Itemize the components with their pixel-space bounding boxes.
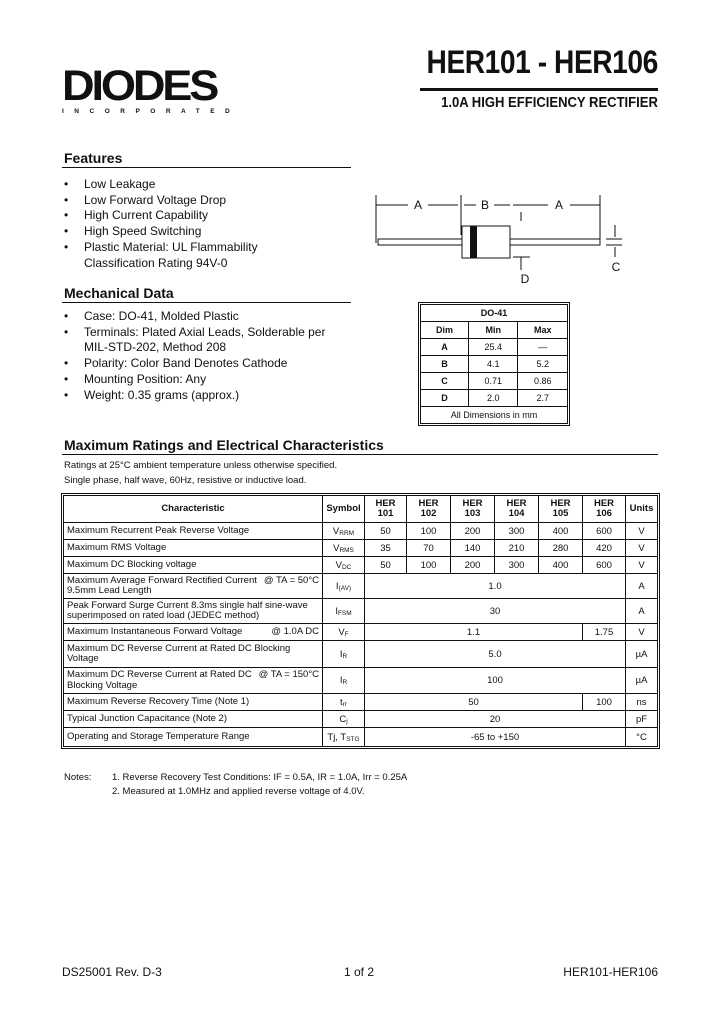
column-header: Characteristic: [64, 496, 323, 523]
mechanical-divider: [62, 302, 351, 303]
characteristic-text: Maximum RMS Voltage: [67, 541, 167, 553]
unit-cell: µA: [626, 668, 658, 694]
symbol: V: [335, 559, 342, 571]
column-header: HER 101: [365, 496, 407, 523]
dim-cell: 0.71: [469, 373, 518, 390]
value-cell: 300: [495, 523, 539, 540]
characteristic-text: Maximum DC Reverse Current at Rated DC Blocking Voltage: [67, 642, 291, 664]
characteristic-cell: [64, 574, 323, 599]
column-header: Symbol: [323, 496, 365, 523]
mechanical-heading: Mechanical Data: [64, 285, 174, 301]
characteristic-cell: [64, 728, 323, 747]
symbol: I: [339, 675, 343, 686]
symbol-subscript: F: [344, 630, 349, 638]
mechanical-item: • Weight: 0.35 grams (approx.): [62, 388, 325, 404]
dim-label-b: B: [480, 198, 490, 212]
mechanical-item: • Polarity: Color Band Denotes Cathode: [62, 356, 325, 372]
symbol-cell: [323, 523, 365, 540]
value-cell: 200: [451, 523, 495, 540]
characteristic-text: Maximum Average Forward Rectified Current 9.5mm Lead Length: [67, 574, 257, 596]
dim-cell: C: [421, 373, 469, 390]
note-item: 2. Measured at 1.0MHz and applied reverse voltage of 4.0V.: [112, 786, 365, 797]
symbol-subscript: (AV): [338, 584, 352, 592]
dim-cell: B: [421, 356, 469, 373]
symbol: V: [333, 542, 340, 554]
dim-label-d: D: [520, 272, 530, 286]
table-row: [64, 641, 658, 668]
feature-item: • High Current Capability: [62, 208, 258, 224]
unit-cell: pF: [626, 711, 658, 728]
package-name: DO-41: [421, 305, 568, 322]
value-cell: 1.75: [583, 624, 626, 641]
table-row: [64, 599, 658, 624]
symbol: t: [340, 696, 343, 708]
value-cell: 50: [365, 694, 583, 711]
value-cell: 140: [451, 540, 495, 557]
characteristic-cell: [64, 523, 323, 540]
dim-cell: —: [518, 339, 568, 356]
unit-cell: V: [626, 624, 658, 641]
column-header: HER 102: [407, 496, 451, 523]
mechanical-item: • Case: DO-41, Molded Plastic: [62, 309, 325, 325]
mechanical-item: MIL-STD-202, Method 208: [84, 340, 227, 355]
value-cell: 300: [495, 557, 539, 574]
column-header: HER 104: [495, 496, 539, 523]
value-cell: 600: [583, 557, 626, 574]
value-cell: 5.0: [365, 641, 626, 668]
symbol-cell: [323, 728, 365, 747]
symbol-subscript: FSM: [337, 609, 352, 617]
value-cell: 210: [495, 540, 539, 557]
diodes-logo: [62, 62, 241, 116]
ratings-conditions: [64, 458, 337, 488]
dim-cell: 4.1: [469, 356, 518, 373]
symbol-cell: [323, 557, 365, 574]
col-header: Min: [469, 322, 518, 339]
value-cell: -65 to +150: [365, 728, 626, 747]
notes-label: Notes:: [64, 772, 92, 783]
symbol-cell: [323, 599, 365, 624]
characteristic-cell: [64, 694, 323, 711]
notes: [64, 771, 407, 799]
do41-package-diagram: [370, 185, 640, 290]
characteristic-text: Typical Junction Capacitance (Note 2): [67, 712, 227, 724]
symbol-subscript: j: [346, 717, 348, 725]
symbol-cell: [323, 694, 365, 711]
dim-label-c: C: [611, 260, 621, 274]
value-cell: 1.1: [365, 624, 583, 641]
value-cell: 100: [407, 557, 451, 574]
logo-wordmark: DIODES: [62, 62, 217, 110]
column-header: HER 106: [583, 496, 626, 523]
ratings-table: [63, 495, 658, 747]
value-cell: 400: [539, 557, 583, 574]
title-divider: [420, 88, 658, 91]
table-row: [64, 540, 658, 557]
characteristic-text: Operating and Storage Temperature Range: [67, 730, 250, 742]
logo-subtext: INCORPORATED: [62, 108, 241, 115]
characteristic-text: Maximum Reverse Recovery Time (Note 1): [67, 695, 250, 707]
feature-item: • Low Leakage: [62, 177, 258, 193]
characteristic-text: Maximum Recurrent Peak Reverse Voltage: [67, 524, 250, 536]
dim-cell: 2.7: [518, 390, 568, 407]
symbol-cell: [323, 641, 365, 668]
test-condition: @ TA = 150°C: [258, 669, 319, 680]
table-row: [64, 668, 658, 694]
features-heading: Features: [64, 150, 123, 166]
characteristic-text: Maximum Instantaneous Forward Voltage: [67, 625, 243, 637]
footer-part: HER101-HER106: [563, 965, 658, 979]
part-subtitle: 1.0A HIGH EFFICIENCY RECTIFIER: [441, 95, 658, 111]
value-cell: 50: [365, 523, 407, 540]
dimensions-table: [420, 304, 568, 424]
symbol: I: [339, 648, 343, 660]
symbol: V: [338, 626, 345, 638]
dim-cell: A: [421, 339, 469, 356]
column-header: Units: [626, 496, 658, 523]
col-header: Dim: [421, 322, 469, 339]
dim-cell: 5.2: [518, 356, 568, 373]
test-condition: @ TA = 50°C: [263, 574, 319, 586]
unit-cell: V: [626, 540, 658, 557]
unit-cell: V: [626, 557, 658, 574]
dim-cell: D: [421, 390, 469, 407]
dim-label-a: A: [554, 198, 564, 212]
symbol-subscript: STG: [346, 735, 360, 743]
unit-cell: V: [626, 523, 658, 540]
value-cell: 35: [365, 540, 407, 557]
characteristic-cell: [64, 557, 323, 574]
features-list: [62, 177, 258, 271]
unit-cell: A: [626, 599, 658, 624]
characteristic-cell: [64, 599, 323, 624]
value-cell: 600: [583, 523, 626, 540]
characteristic-text: Peak Forward Surge Current 8.3ms single half sine-wave superimposed on rated load (JEDEC method): [67, 599, 308, 621]
column-header: HER 103: [451, 496, 495, 523]
value-cell: 50: [365, 557, 407, 574]
value-cell: 400: [539, 523, 583, 540]
feature-item: • Plastic Material: UL Flammability: [62, 240, 258, 256]
symbol-subscript: R: [342, 652, 348, 660]
symbol: I: [335, 605, 338, 617]
dim-cell: 0.86: [518, 373, 568, 390]
symbol-cell: [323, 711, 365, 728]
table-row: [64, 624, 658, 641]
part-title: HER101 - HER106: [426, 44, 658, 80]
col-header: Max: [518, 322, 568, 339]
ratings-heading: Maximum Ratings and Electrical Characteristics: [64, 437, 384, 453]
value-cell: 20: [365, 711, 626, 728]
value-cell: 420: [583, 540, 626, 557]
value-cell: 200: [451, 557, 495, 574]
symbol-subscript: RRM: [339, 529, 355, 537]
mechanical-item: • Terminals: Plated Axial Leads, Solderable per: [62, 325, 325, 341]
table-row: [64, 694, 658, 711]
dimensions-footer: All Dimensions in mm: [421, 407, 568, 424]
feature-item: • High Speed Switching: [62, 224, 258, 240]
value-cell: 100: [365, 668, 626, 694]
test-condition: @ 1.0A DC: [271, 625, 319, 637]
feature-item: Classification Rating 94V-0: [84, 255, 228, 270]
ratings-divider: [62, 454, 658, 455]
table-row: [64, 523, 658, 540]
condition-line: Ratings at 25°C ambient temperature unless otherwise specified.: [64, 460, 338, 471]
symbol-cell: [323, 624, 365, 641]
characteristic-text: Maximum DC Reverse Current at Rated DC Blocking Voltage: [67, 669, 252, 691]
symbol-subscript: R: [342, 679, 348, 686]
characteristic-cell: [64, 711, 323, 728]
unit-cell: ns: [626, 694, 658, 711]
table-row: [64, 711, 658, 728]
symbol: I: [335, 580, 339, 592]
symbol-cell: [323, 668, 365, 694]
symbol-subscript: RMS: [339, 546, 354, 554]
characteristic-cell: [64, 624, 323, 641]
value-cell: 30: [365, 599, 626, 624]
unit-cell: A: [626, 574, 658, 599]
table-row: [64, 557, 658, 574]
column-header: HER 105: [539, 496, 583, 523]
feature-item: • Low Forward Voltage Drop: [62, 193, 258, 209]
value-cell: 100: [407, 523, 451, 540]
characteristic-text: Maximum DC Blocking voltage: [67, 558, 197, 570]
features-divider: [62, 167, 351, 168]
table-row: [64, 728, 658, 747]
characteristic-cell: [64, 668, 323, 694]
unit-cell: µA: [626, 641, 658, 668]
dim-cell: 25.4: [469, 339, 518, 356]
symbol-subscript: rr: [342, 700, 347, 708]
page-number: 1 of 2: [344, 965, 375, 979]
value-cell: 100: [583, 694, 626, 711]
table-row: [64, 574, 658, 599]
doc-id: DS25001 Rev. D-3: [62, 965, 162, 979]
symbol: V: [332, 525, 340, 537]
symbol: Tj, T: [327, 731, 347, 743]
condition-line: Single phase, half wave, 60Hz, resistive or inductive load.: [64, 475, 307, 486]
characteristic-cell: [64, 540, 323, 557]
note-item: 1. Reverse Recovery Test Conditions: IF = 0.5A, IR = 1.0A, Irr = 0.25A: [112, 772, 408, 783]
symbol-cell: [323, 574, 365, 599]
mechanical-list: [62, 309, 325, 403]
symbol: C: [339, 713, 347, 725]
value-cell: 70: [407, 540, 451, 557]
value-cell: 280: [539, 540, 583, 557]
characteristic-cell: [64, 641, 323, 668]
value-cell: 1.0: [365, 574, 626, 599]
symbol-subscript: DC: [341, 563, 352, 571]
symbol-cell: [323, 540, 365, 557]
unit-cell: °C: [626, 728, 658, 747]
dim-label-a: A: [413, 198, 423, 212]
dim-cell: 2.0: [469, 390, 518, 407]
mechanical-item: • Mounting Position: Any: [62, 372, 325, 388]
